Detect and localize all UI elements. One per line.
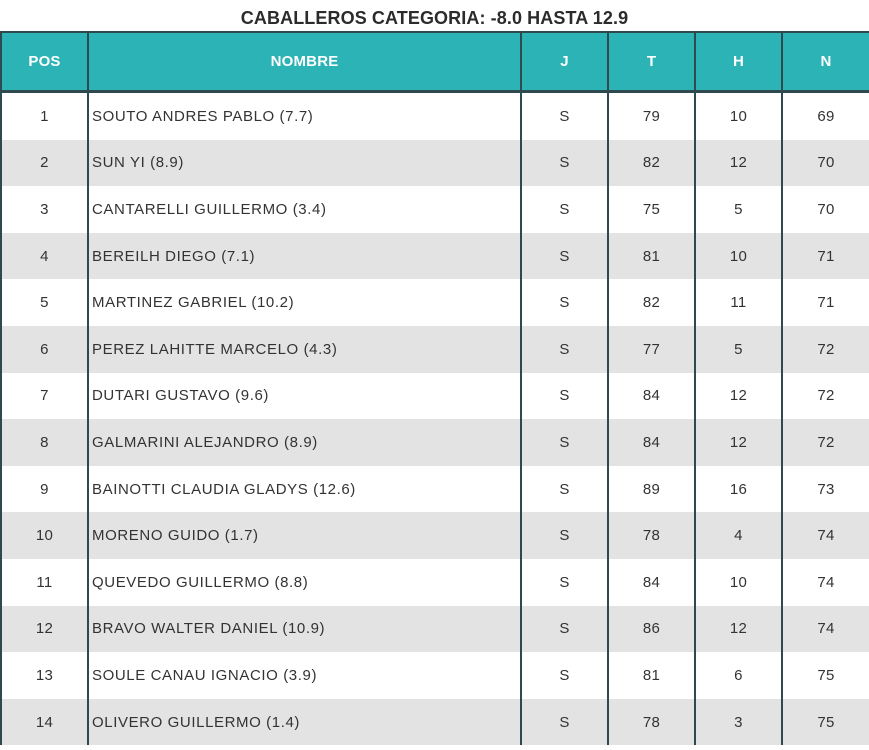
cell-n: 75 bbox=[782, 652, 869, 699]
table-row bbox=[1, 559, 869, 606]
cell-nombre: BAINOTTI CLAUDIA GLADYS (12.6) bbox=[88, 466, 521, 513]
cell-pos: 5 bbox=[1, 279, 88, 326]
cell-j: S bbox=[521, 279, 608, 326]
cell-pos: 9 bbox=[1, 466, 88, 513]
cell-j: S bbox=[521, 373, 608, 420]
table-row bbox=[1, 699, 869, 746]
cell-nombre: SOUTO ANDRES PABLO (7.7) bbox=[88, 92, 521, 140]
cell-t: 84 bbox=[608, 373, 695, 420]
cell-nombre: GALMARINI ALEJANDRO (8.9) bbox=[88, 419, 521, 466]
cell-nombre: QUEVEDO GUILLERMO (8.8) bbox=[88, 559, 521, 606]
table-row bbox=[1, 652, 869, 699]
cell-nombre: SOULE CANAU IGNACIO (3.9) bbox=[88, 652, 521, 699]
cell-nombre: OLIVERO GUILLERMO (1.4) bbox=[88, 699, 521, 746]
cell-pos: 10 bbox=[1, 512, 88, 559]
header-j[interactable]: J bbox=[521, 32, 608, 92]
cell-j: S bbox=[521, 512, 608, 559]
cell-j: S bbox=[521, 92, 608, 140]
header-row bbox=[1, 32, 869, 92]
cell-j: S bbox=[521, 606, 608, 653]
cell-t: 75 bbox=[608, 186, 695, 233]
cell-pos: 13 bbox=[1, 652, 88, 699]
cell-t: 81 bbox=[608, 233, 695, 280]
header-n[interactable]: N bbox=[782, 32, 869, 92]
cell-pos: 1 bbox=[1, 92, 88, 140]
cell-t: 82 bbox=[608, 140, 695, 187]
cell-t: 79 bbox=[608, 92, 695, 140]
header-h[interactable]: H bbox=[695, 32, 782, 92]
cell-h: 5 bbox=[695, 186, 782, 233]
table-header bbox=[1, 32, 869, 92]
cell-pos: 8 bbox=[1, 419, 88, 466]
table-row bbox=[1, 92, 869, 140]
cell-n: 74 bbox=[782, 512, 869, 559]
header-t[interactable]: T bbox=[608, 32, 695, 92]
header-nombre[interactable]: NOMBRE bbox=[88, 32, 521, 92]
results-table bbox=[0, 31, 869, 745]
cell-t: 82 bbox=[608, 279, 695, 326]
cell-n: 72 bbox=[782, 326, 869, 373]
table-row bbox=[1, 512, 869, 559]
cell-pos: 2 bbox=[1, 140, 88, 187]
table-row bbox=[1, 466, 869, 513]
cell-h: 12 bbox=[695, 419, 782, 466]
cell-h: 11 bbox=[695, 279, 782, 326]
cell-n: 71 bbox=[782, 279, 869, 326]
cell-h: 10 bbox=[695, 233, 782, 280]
cell-n: 71 bbox=[782, 233, 869, 280]
cell-pos: 12 bbox=[1, 606, 88, 653]
table-row bbox=[1, 326, 869, 373]
cell-j: S bbox=[521, 466, 608, 513]
cell-pos: 4 bbox=[1, 233, 88, 280]
cell-j: S bbox=[521, 140, 608, 187]
cell-n: 70 bbox=[782, 140, 869, 187]
cell-t: 89 bbox=[608, 466, 695, 513]
cell-h: 10 bbox=[695, 559, 782, 606]
cell-nombre: MARTINEZ GABRIEL (10.2) bbox=[88, 279, 521, 326]
cell-nombre: DUTARI GUSTAVO (9.6) bbox=[88, 373, 521, 420]
cell-n: 69 bbox=[782, 92, 869, 140]
cell-t: 77 bbox=[608, 326, 695, 373]
cell-t: 78 bbox=[608, 699, 695, 746]
cell-n: 75 bbox=[782, 699, 869, 746]
cell-h: 12 bbox=[695, 140, 782, 187]
table-row bbox=[1, 140, 869, 187]
cell-pos: 7 bbox=[1, 373, 88, 420]
cell-h: 12 bbox=[695, 606, 782, 653]
cell-j: S bbox=[521, 233, 608, 280]
cell-h: 6 bbox=[695, 652, 782, 699]
cell-n: 74 bbox=[782, 559, 869, 606]
cell-nombre: CANTARELLI GUILLERMO (3.4) bbox=[88, 186, 521, 233]
cell-h: 4 bbox=[695, 512, 782, 559]
cell-t: 81 bbox=[608, 652, 695, 699]
cell-nombre: PEREZ LAHITTE MARCELO (4.3) bbox=[88, 326, 521, 373]
table-row bbox=[1, 186, 869, 233]
cell-pos: 6 bbox=[1, 326, 88, 373]
cell-nombre: BEREILH DIEGO (7.1) bbox=[88, 233, 521, 280]
cell-t: 86 bbox=[608, 606, 695, 653]
cell-h: 5 bbox=[695, 326, 782, 373]
cell-t: 84 bbox=[608, 559, 695, 606]
cell-t: 84 bbox=[608, 419, 695, 466]
cell-j: S bbox=[521, 326, 608, 373]
cell-h: 3 bbox=[695, 699, 782, 746]
cell-t: 78 bbox=[608, 512, 695, 559]
cell-nombre: MORENO GUIDO (1.7) bbox=[88, 512, 521, 559]
cell-j: S bbox=[521, 186, 608, 233]
cell-nombre: BRAVO WALTER DANIEL (10.9) bbox=[88, 606, 521, 653]
cell-pos: 14 bbox=[1, 699, 88, 746]
table-row bbox=[1, 279, 869, 326]
cell-h: 16 bbox=[695, 466, 782, 513]
table-body bbox=[1, 92, 869, 746]
cell-n: 72 bbox=[782, 419, 869, 466]
cell-j: S bbox=[521, 652, 608, 699]
header-pos[interactable]: POS bbox=[1, 32, 88, 92]
page-title: CABALLEROS CATEGORIA: -8.0 HASTA 12.9 bbox=[240, 8, 629, 28]
table-row bbox=[1, 419, 869, 466]
cell-j: S bbox=[521, 699, 608, 746]
cell-j: S bbox=[521, 419, 608, 466]
cell-pos: 3 bbox=[1, 186, 88, 233]
cell-nombre: SUN YI (8.9) bbox=[88, 140, 521, 187]
cell-h: 10 bbox=[695, 92, 782, 140]
cell-n: 74 bbox=[782, 606, 869, 653]
cell-pos: 11 bbox=[1, 559, 88, 606]
table-row bbox=[1, 606, 869, 653]
table-row bbox=[1, 373, 869, 420]
cell-n: 72 bbox=[782, 373, 869, 420]
cell-n: 73 bbox=[782, 466, 869, 513]
cell-j: S bbox=[521, 559, 608, 606]
cell-n: 70 bbox=[782, 186, 869, 233]
cell-h: 12 bbox=[695, 373, 782, 420]
table-row bbox=[1, 233, 869, 280]
